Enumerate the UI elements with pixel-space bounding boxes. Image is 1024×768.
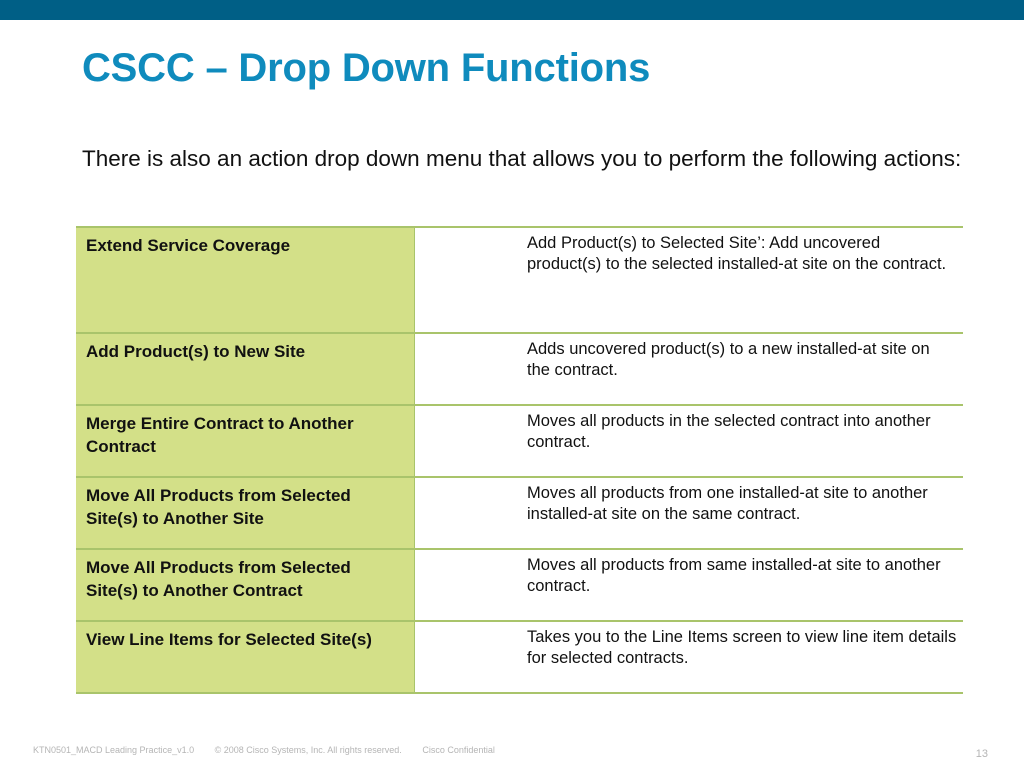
action-description: Moves all products from one installed-at site to another installed-at site on the same contract. (527, 484, 928, 523)
spacer-cell (414, 549, 525, 621)
intro-text: There is also an action drop down menu that allows you to perform the following actions: (82, 146, 962, 171)
action-description-cell (525, 477, 963, 549)
action-name: Merge Entire Contract to Another Contract (86, 414, 354, 456)
top-bar (0, 0, 1024, 20)
spacer-cell (414, 621, 525, 693)
action-name-cell (76, 405, 414, 477)
footer-doc-id: KTN0501_MACD Leading Practice_v1.0 (33, 745, 195, 755)
footer (33, 745, 513, 755)
action-name: View Line Items for Selected Site(s) (86, 630, 372, 649)
action-description: Takes you to the Line Items screen to view line item details for selected contracts. (527, 628, 957, 667)
action-name-cell (76, 477, 414, 549)
action-name-cell (76, 227, 414, 333)
action-name-cell (76, 549, 414, 621)
footer-classification: Cisco Confidential (422, 745, 495, 755)
table-row (76, 621, 963, 693)
action-description-cell (525, 333, 963, 405)
spacer-cell (414, 227, 525, 333)
table-row (76, 227, 963, 333)
action-name: Extend Service Coverage (86, 236, 291, 255)
table-row (76, 477, 963, 549)
action-description-cell (525, 549, 963, 621)
action-description-cell (525, 405, 963, 477)
action-description: Add Product(s) to Selected Site’: Add uncovered product(s) to the selected installed-at site on the contract. (527, 234, 947, 273)
action-description: Adds uncovered product(s) to a new installed-at site on the contract. (527, 340, 930, 379)
action-name-cell (76, 333, 414, 405)
table-row (76, 405, 963, 477)
spacer-cell (414, 405, 525, 477)
action-description-cell (525, 621, 963, 693)
page-number: 13 (975, 748, 988, 760)
footer-copyright: © 2008 Cisco Systems, Inc. All rights reserved. (214, 745, 402, 755)
action-description-cell (525, 227, 963, 333)
action-name: Move All Products from Selected Site(s) to Another Contract (86, 558, 351, 600)
table-row (76, 549, 963, 621)
action-description: Moves all products in the selected contract into another contract. (527, 412, 931, 451)
actions-table (76, 226, 963, 694)
action-description: Moves all products from same installed-at site to another contract. (527, 556, 941, 595)
slide-title: CSCC – Drop Down Functions (82, 46, 651, 90)
action-name: Add Product(s) to New Site (86, 342, 306, 361)
spacer-cell (414, 333, 525, 405)
table-row (76, 333, 963, 405)
action-name-cell (76, 621, 414, 693)
spacer-cell (414, 477, 525, 549)
action-name: Move All Products from Selected Site(s) to Another Site (86, 486, 351, 528)
